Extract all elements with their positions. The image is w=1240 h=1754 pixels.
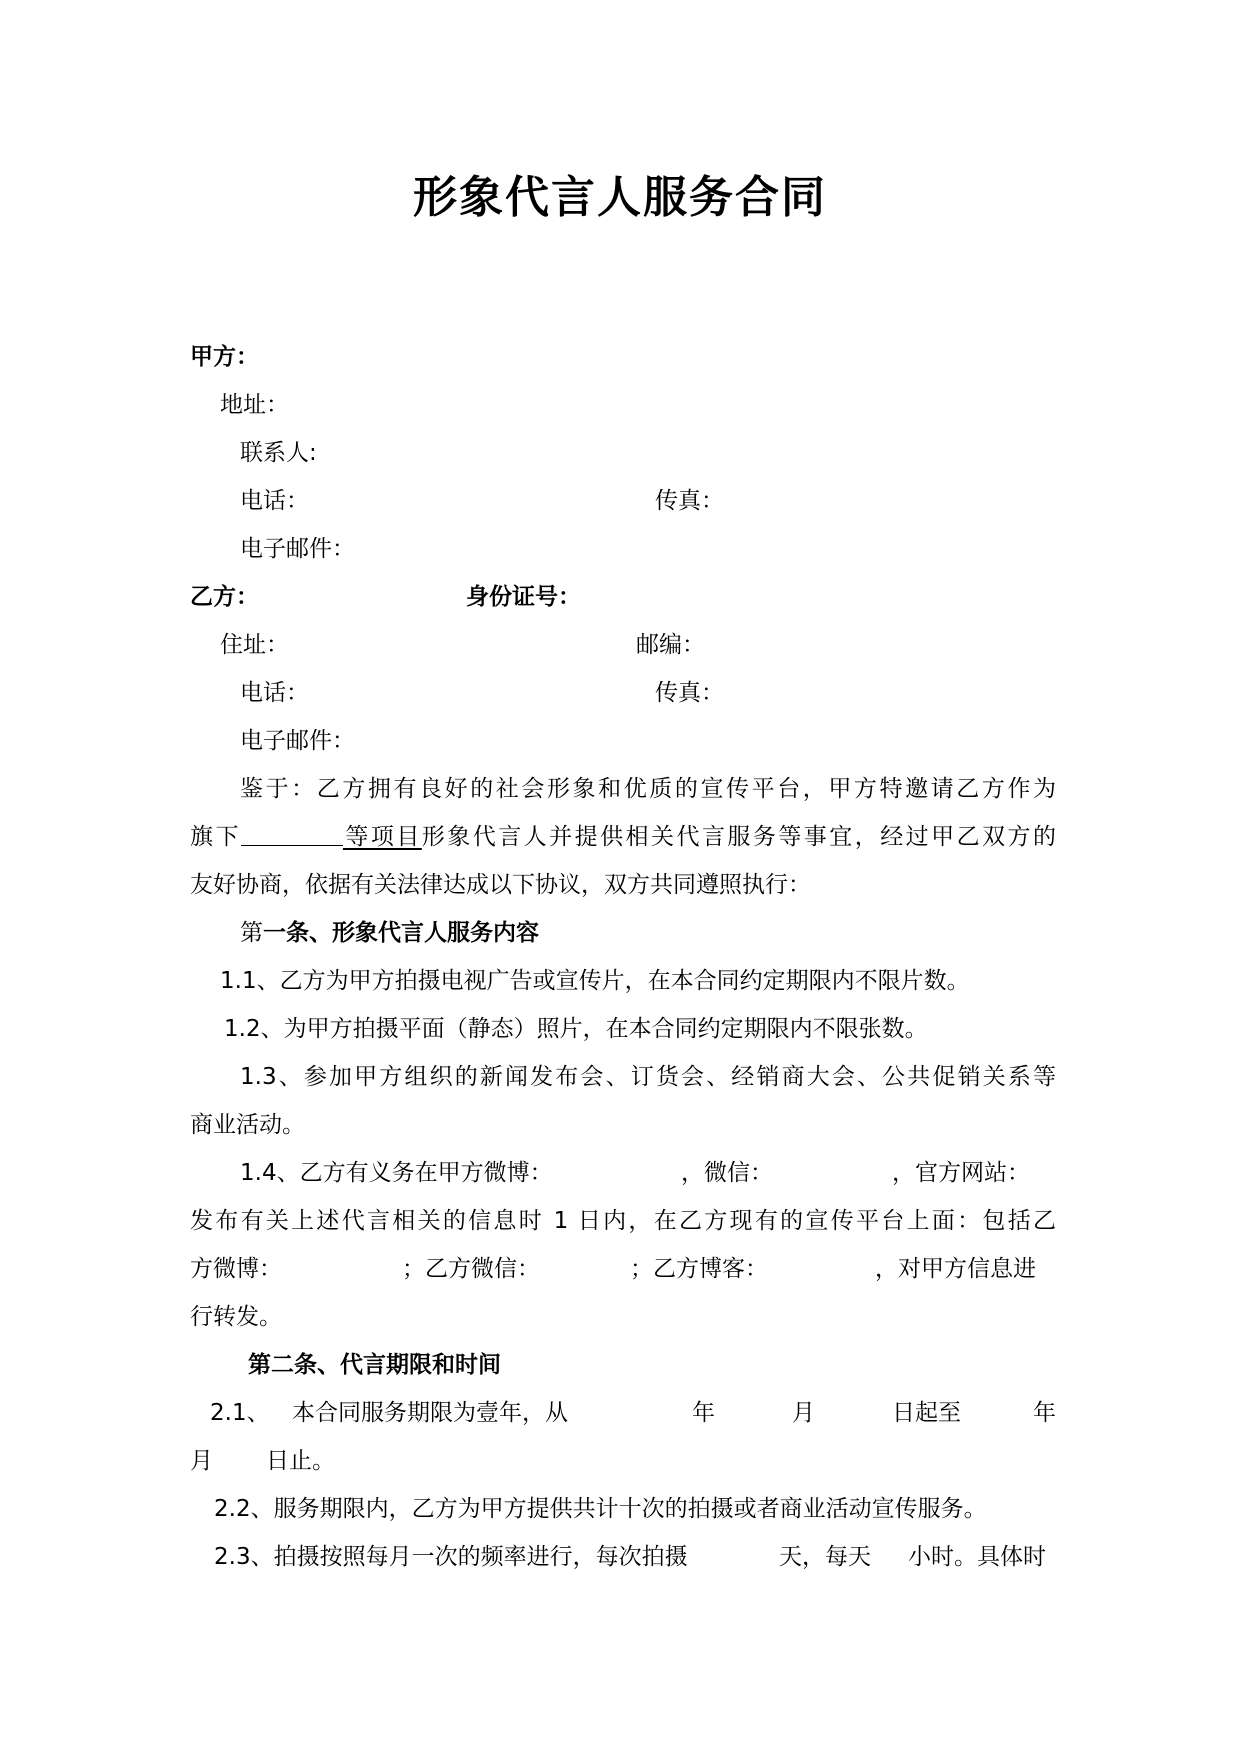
clause-1-4-line-3-c: ；乙方博客：	[630, 1256, 768, 1282]
party-a-email-label: 电子邮件：	[240, 536, 355, 562]
clause-2-3-c: 小时。具体时	[908, 1544, 1046, 1570]
document-title: 形象代言人服务合同	[413, 172, 827, 223]
clause-2-2: 2.2、服务期限内，乙方为甲方提供共计十次的拍摄或者商业活动宣传服务。	[214, 1496, 987, 1522]
party-b-fax-label: 传真：	[655, 680, 724, 706]
clause-2-1-month-1: 月	[792, 1400, 815, 1426]
clause-2-1-day-2: 日止。	[266, 1448, 335, 1474]
party-a-fax-label: 传真：	[655, 488, 724, 514]
preamble-line-1: 鉴于：乙方拥有良好的社会形象和优质的宣传平台，甲方特邀请乙方作为	[240, 776, 1056, 802]
project-blank	[241, 823, 343, 846]
clause-1-4-line-1-a: 1.4、乙方有义务在甲方微博：	[240, 1160, 553, 1186]
party-b-residence-label: 住址：	[220, 632, 289, 658]
party-b-postcode-label: 邮编：	[636, 632, 705, 658]
preamble-line-2-end: 形象代言人并提供相关代言服务等事宜，经过甲乙双方的	[421, 824, 1057, 850]
clause-2-1-text: 本合同服务期限为壹年，从	[292, 1400, 568, 1426]
clause-1-4-line-3-b: ；乙方微信：	[402, 1256, 540, 1282]
clause-1-4-line-3-d: ，对甲方信息进	[875, 1256, 1036, 1282]
article-1-heading-text: 一条、形象代言人服务内容	[263, 920, 539, 946]
party-a-contact-label: 联系人:	[240, 440, 317, 466]
clause-1-4-line-4: 行转发。	[190, 1304, 282, 1330]
party-a-label: 甲方：	[190, 344, 259, 370]
party-b-id-label: 身份证号：	[466, 584, 581, 610]
clause-1-3-line-1: 1.3、参加甲方组织的新闻发布会、订货会、经销商大会、公共促销关系等	[240, 1064, 1056, 1090]
party-a-address-label: 地址：	[220, 392, 289, 418]
preamble-project-suffix: 等项目	[342, 824, 422, 850]
clause-1-4-line-1-c: ，官方网站：	[892, 1160, 1030, 1186]
clause-1-4-line-2: 发布有关上述代言相关的信息时 1 日内，在乙方现有的宣传平台上面：包括乙	[190, 1208, 1056, 1234]
article-2-heading: 第二条、代言期限和时间	[248, 1352, 501, 1378]
clause-1-3-line-2: 商业活动。	[190, 1112, 305, 1138]
preamble-line-2-start: 旗下	[190, 824, 241, 850]
clause-1-2: 1.2、为甲方拍摄平面（静态）照片，在本合同约定期限内不限张数。	[224, 1016, 928, 1042]
clause-2-3-b: 天，每天	[779, 1544, 871, 1570]
clause-2-1-month-2: 月	[190, 1448, 213, 1474]
clause-2-3-a: 2.3、拍摄按照每月一次的频率进行，每次拍摄	[214, 1544, 688, 1570]
party-a-phone-label: 电话：	[240, 488, 309, 514]
clause-1-1: 1.1、乙方为甲方拍摄电视广告或宣传片，在本合同约定期限内不限片数。	[220, 968, 970, 994]
clause-1-4-line-3-a: 方微博：	[190, 1256, 282, 1282]
preamble-line-3: 友好协商，依据有关法律达成以下协议，双方共同遵照执行：	[190, 872, 811, 898]
article-1-heading	[240, 917, 539, 949]
party-b-phone-label: 电话：	[240, 680, 309, 706]
party-b-label: 乙方：	[190, 584, 259, 610]
clause-2-1-number: 2.1、	[210, 1400, 270, 1426]
article-1-heading-prefix: 第	[240, 920, 263, 946]
clause-2-1-year-1: 年	[692, 1400, 715, 1426]
clause-1-4-line-1-b: ，微信：	[681, 1160, 773, 1186]
party-b-email-label: 电子邮件：	[240, 728, 355, 754]
clause-2-1-year-2: 年	[1033, 1400, 1056, 1426]
preamble-line-2	[190, 821, 1056, 853]
clause-2-1-day-1: 日起至	[892, 1400, 961, 1426]
